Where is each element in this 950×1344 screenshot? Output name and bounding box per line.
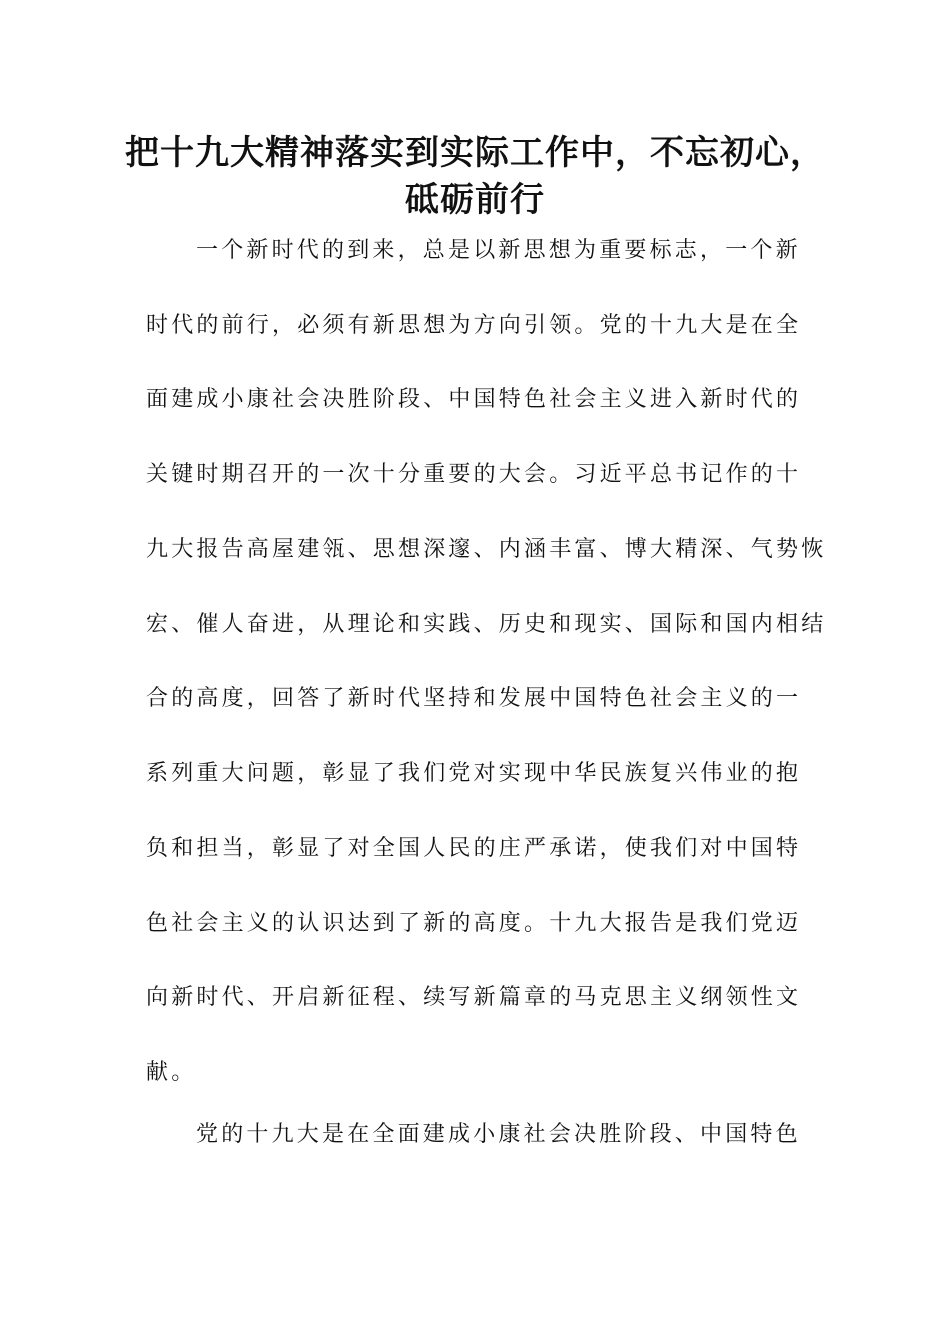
paragraph-line: 向新时代、开启新征程、续写新篇章的马克思主义纲领性文	[146, 985, 802, 1010]
paragraph-line: 色社会主义的认识达到了新的高度。十九大报告是我们党迈	[146, 911, 802, 936]
paragraph-line: 党的十九大是在全面建成小康社会决胜阶段、中国特色	[196, 1122, 801, 1147]
paragraph-line: 面建成小康社会决胜阶段、中国特色社会主义进入新时代的	[146, 387, 802, 412]
paragraph-line: 九大报告高屋建瓴、思想深邃、内涵丰富、博大精深、气势恢	[146, 537, 827, 562]
paragraph-line: 时代的前行，必须有新思想为方向引领。党的十九大是在全	[146, 313, 802, 338]
paragraph-line: 负和担当，彰显了对全国人民的庄严承诺，使我们对中国特	[146, 836, 802, 861]
paragraph-line: 献。	[146, 1060, 197, 1085]
paragraph-line: 系列重大问题，彰显了我们党对实现中华民族复兴伟业的抱	[146, 761, 802, 786]
paragraph-line: 宏、催人奋进，从理论和实践、历史和现实、国际和国内相结	[146, 612, 827, 637]
document-title-line-2: 砥砺前行	[405, 180, 545, 220]
document-title-line-1: 把十九大精神落实到实际工作中，不忘初心，	[125, 133, 825, 173]
paragraph-line: 合的高度，回答了新时代坚持和发展中国特色社会主义的一	[146, 686, 802, 711]
paragraph-line: 一个新时代的到来，总是以新思想为重要标志，一个新	[196, 238, 801, 263]
paragraph-line: 关键时期召开的一次十分重要的大会。习近平总书记作的十	[146, 462, 802, 487]
